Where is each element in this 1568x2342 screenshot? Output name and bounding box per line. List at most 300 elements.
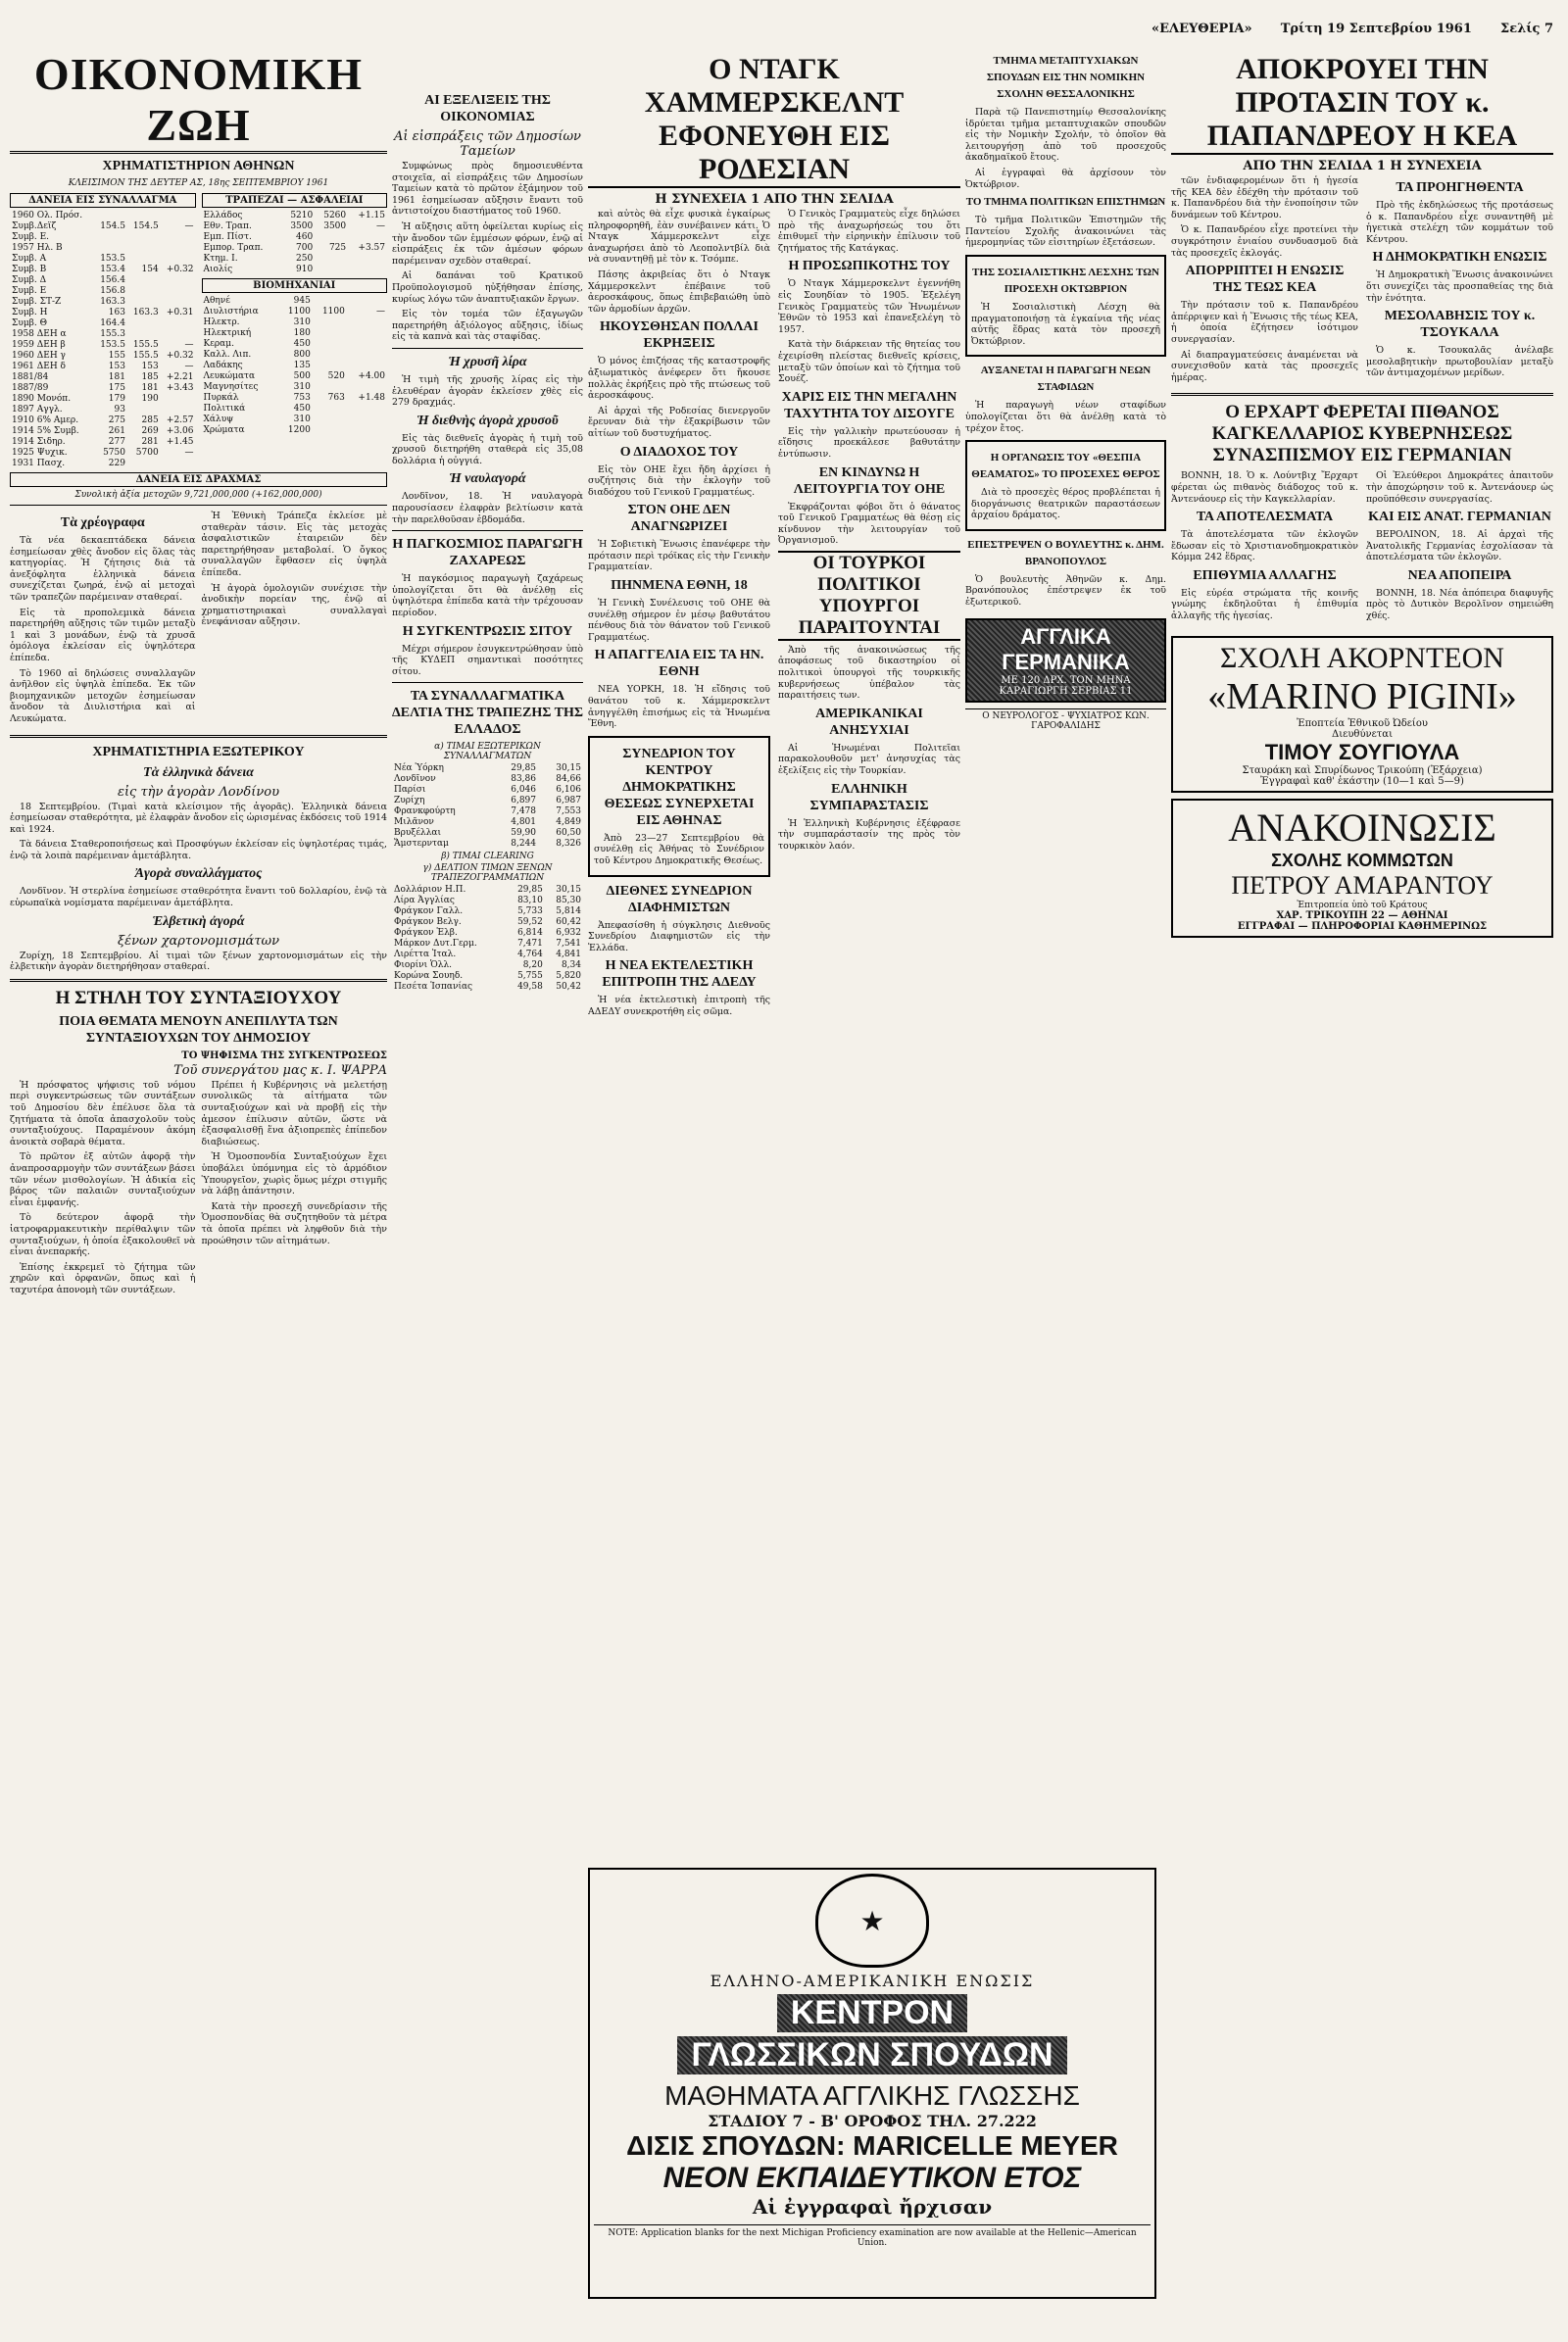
row-label: 1961 ΔΕΗ δ xyxy=(12,362,66,371)
row-value xyxy=(315,254,348,265)
row-label: Συμβ. Ε xyxy=(12,286,47,296)
row-value: +4.00 xyxy=(358,371,385,381)
greek-loans-title: Τὰ ἑλληνικὰ δάνεια xyxy=(143,764,254,780)
accordion-school-hours: Ἐγγραφαὶ καθ' ἑκάστην (10—1 καὶ 5—9) xyxy=(1260,775,1464,787)
row-value xyxy=(315,265,348,275)
subhead-successor: Ο ΔΙΑΔΟΧΟΣ ΤΟΥ xyxy=(619,444,739,460)
row-value xyxy=(161,243,196,254)
row-value xyxy=(315,232,348,243)
row-value: 5,755 xyxy=(517,971,543,982)
row-value: 5,820 xyxy=(556,971,581,982)
row-value: 156.4 xyxy=(100,275,125,285)
row-value: 945 xyxy=(293,296,311,306)
loan-row xyxy=(10,211,196,221)
banknote-row xyxy=(392,971,583,982)
notice-name: ΠΕΤΡΟΥ ΑΜΑΡΑΝΤΟΥ xyxy=(1231,870,1494,900)
row-value xyxy=(313,296,347,307)
row-label: Συμβ. Η xyxy=(12,308,48,317)
results-title: ΤΑ ΑΠΟΤΕΛΕΣΜΑΤΑ xyxy=(1196,510,1334,525)
loan-row xyxy=(10,362,196,372)
protests-title: ΔΙΕΘΝΕΣ ΣΥΝΕΔΡΙΟΝ ΔΙΑΦΗΜΙΣΤΩΝ xyxy=(606,883,753,915)
row-value: — xyxy=(184,340,194,350)
row-value: 1200 xyxy=(287,425,311,435)
row-label: Πολιτικά xyxy=(203,404,246,414)
row-label: Εμπ. Πίστ. xyxy=(203,232,252,242)
row-value: — xyxy=(184,221,194,231)
row-value: 155.3 xyxy=(100,329,125,339)
bank-row xyxy=(202,254,388,265)
paper-name: «ΕΛΕΥΘΕΡΙΑ» xyxy=(1152,22,1252,36)
row-value: +3.57 xyxy=(358,243,385,253)
row-label: Χρώματα xyxy=(203,425,245,435)
row-value: 500 xyxy=(293,371,311,381)
row-label: 1959 ΔΕΗ β xyxy=(12,340,66,350)
industry-row xyxy=(202,415,388,425)
row-label: Συμβ. Ε. xyxy=(12,232,50,242)
notice-line-2: ΧΑΡ. ΤΡΙΚΟΥΠΗ 22 — ΑΘΗΝΑΙ xyxy=(1276,909,1448,921)
row-label: Λευκώματα xyxy=(203,371,256,381)
loan-row xyxy=(10,351,196,362)
row-label: Ελλάδος xyxy=(203,211,243,220)
row-value xyxy=(161,405,196,415)
row-value: 6,987 xyxy=(556,796,581,806)
loan-row xyxy=(10,275,196,286)
total-value-line: Συνολικὴ ἀξία μετοχῶν 9,721,000,000 (+162,000,000) xyxy=(74,490,322,500)
short-news-column: ΤΜΗΜΑ ΜΕΤΑΠΤΥΧΙΑΚΩΝ ΣΠΟΥΔΩΝ ΕΙΣ ΤΗΝ ΝΟΜΙΚΗΝ ΣΧΟΛΗΝ ΘΕΣΣΑΛΟΝΙΚΗΣ Παρὰ τῷ Πανεπιστημίῳ Θεσσαλονίκης ἱδρύεται τμῆμα μεταπτυχιακῶν σπουδῶν εἰς τὴν Νομικὴν Σχολήν, τὸ ὁποῖον θὰ λειτουργήσῃ ἀπὸ τοῦ προσεχοῦς ἀκαδημαϊκοῦ ἔτους. Αἱ ἐγγραφαὶ θὰ ἀρχίσουν τὸν Ὀκτώβριον. ΤΟ ΤΜΗΜΑ ΠΟΛΙΤΙΚΩΝ ΕΠΙΣΤΗΜΩΝ Τὸ τμῆμα Πολιτικῶν Ἐπιστημῶν τῆς Παντείου Σχολῆς ἀνακοινώνει τὰς ἡμερομηνίας τῶν εἰσιτηρίων ἐξετάσεων. ΤΗΣ ΣΟΣΙΑΛΙΣΤΙΚΗΣ ΛΕΣΧΗΣ ΤΩΝ ΠΡΟΣΕΧΗ ΟΚΤΩΒΡΙΟΝ Ἡ Σοσιαλιστικὴ Λέσχη θὰ πραγματοποιήσῃ τὰ ἐγκαίνια τῆς νέας αὐτῆς ἕδρας κατὰ τὸν προσεχῆ Ὀκτώβριον. ΑΥΞΑΝΕΤΑΙ Η ΠΑΡΑΓΩΓΗ ΝΕΩΝ ΣΤΑΦΙΔΩΝ Ἡ παραγωγὴ νέων σταφίδων ὑπολογίζεται ὅτι θὰ ἀνέλθῃ κατὰ τὸ τρέχον ἔτος. Η ΟΡΓΑΝΩΣΙΣ ΤΟΥ «ΘΕΣΠΙΑ ΘΕΑΜΑΤΟΣ» ΤΟ ΠΡΟΣΕΧΕΣ ΘΕΡΟΣ Διὰ τὸ προσεχὲς θέρος προβλέπεται ἡ διοργάνωσις θεατρικῶν παραστάσεων ἀρχαίου δράματος. ΕΠΕΣΤΡΕΨΕΝ Ο ΒΟΥΛΕΥΤΗΣ κ. ΔΗΜ. ΒΡΑΝΟΠΟΥΛΟΣ Ὁ βουλευτὴς Ἀθηνῶν κ. Δημ. Βρανόπουλος ἐπέστρεψεν ἐκ τοῦ ἐξωτερικοῦ. ΑΓΓΛΙΚΑ ΓΕΡΜΑΝΙΚΑ ΜΕ 120 ΔΡΧ. ΤΟΝ ΜΗΝΑ ΚΑΡΑΓΙΩΡΓΗ ΣΕΡΒΙΑΣ 11 Ο ΝΕΥΡΟΛΟΓΟΣ - ΨΥΧΙΑΤΡΟΣ ΚΩΝ. ΓΑΡΟΦΑΛΙΔΗΣ xyxy=(965,55,1166,731)
row-value: 4,849 xyxy=(556,817,581,828)
banknote-row xyxy=(392,896,583,906)
issue-date: Τρίτη 19 Σεπτεβρίου 1961 xyxy=(1280,22,1472,36)
row-value xyxy=(348,254,387,265)
row-value xyxy=(94,211,127,221)
row-value xyxy=(313,382,347,393)
industry-row xyxy=(202,371,388,382)
new-attempt-title: ΝΕΑ ΑΠΟΠΕΙΡΑ xyxy=(1407,567,1512,583)
loan-row xyxy=(10,329,196,340)
fx-row xyxy=(392,839,583,850)
accordion-school-ad[interactable] xyxy=(1171,636,1553,793)
row-label: Εθν. Τραπ. xyxy=(203,221,252,231)
row-value: 93 xyxy=(114,405,125,415)
market-subtitle: ΚΛΕΙΣΙΜΟΝ ΤΗΣ ΔΕΥΤΕΡ ΑΣ, 18ης ΣΕΠΤΕΜΒΡΙΟΥ 1961 xyxy=(68,178,329,188)
economy-developments-column: ΑΙ ΕΞΕΛΙΞΕΙΣ ΤΗΣ ΟΙΚΟΝΟΜΙΑΣ Αἱ εἰσπράξεις τῶν Δημοσίων Ταμείων Συμφώνως πρὸς δημοσιευθέντα στοιχεῖα, αἱ εἰσπράξεις τῶν Δημοσίων Ταμείων κατὰ τὸ πρῶτον ἑξάμηνον τοῦ 1961 ἐσημείωσαν αὔξησιν ἔναντι τοῦ ἀντιστοίχου διαστήματος τοῦ 1960. Ἡ αὔξησις αὕτη ὀφείλεται κυρίως εἰς τὴν ἄνοδον τῶν ἐμμέσων φόρων, ἐνῷ αἱ εἰσπράξεις ἐκ τῶν ἀμέσων φόρων παρέμειναν σχεδὸν σταθεραί. Αἱ δαπάναι τοῦ Κρατικοῦ Προϋπολογισμοῦ ηὐξήθησαν ἐπίσης, κυρίως λόγω τῶν ἀναπτυξιακῶν ἔργων. Εἰς τὸν τομέα τῶν ἐξαγωγῶν παρετηρήθη ἀξιόλογος αὔξησις, ἰδίως εἰς τὰ καπνὰ καὶ τὰς σταφίδας. Ἡ χρυσῆ λίρα Ἡ τιμὴ τῆς χρυσῆς λίρας εἰς τὴν ἐλευθέραν ἀγορὰν ἐκλείσεν χθὲς εἰς 279 δραχμάς. Ἡ διεθνὴς ἀγορὰ χρυσοῦ Εἰς τὰς διεθνεῖς ἀγορὰς ἡ τιμὴ τοῦ χρυσοῦ διετηρήθη σταθερὰ εἰς 35,08 δολλάρια ἡ οὐγγιά. Ἡ ναυλαγορά Λονδῖνον, 18. Ἡ ναυλαγορὰ παρουσίασεν ἐλαφρὰν βελτίωσιν κατὰ τὴν παρελθοῦσαν ἑβδομάδα. Η ΠΑΓΚΟΣΜΙΟΣ ΠΑΡΑΓΩΓΗ ΖΑΧΑΡΕΩΣ Ἡ παγκόσμιος παραγωγὴ ζαχάρεως ὑπολογίζεται ὅτι θὰ ἀνέλθῃ εἰς ὑψηλότερα ἐπίπεδα κατὰ τὴν τρέχουσαν περίοδον. Η ΣΥΓΚΕΝΤΡΩΣΙΣ ΣΙΤΟΥ Μέχρι σήμερον ἐσυγκεντρώθησαν ὑπὸ τῆς ΚΥΔΕΠ σημαντικαὶ ποσότητες σίτου. ΤΑ ΣΥΝΑΛΛΑΓΜΑΤΙΚΑ ΔΕΛΤΙΑ ΤΗΣ ΤΡΑΠΕΖΗΣ ΤΗΣ ΕΛΛΑΔΟΣ α) ΤΙΜΑΙ ΕΞΩΤΕΡΙΚΩΝ ΣΥΝΑΛΛΑΓΜΑΤΩΝ Νέα Ὑόρκη 29,85 30,15 Λονδῖνον 83,86 84,66 Παρίσι 6,046 6,106 Ζυρίχη 6,897 6,987 Φρανκφούρτη 7,478 7,553 Μιλᾶνον 4,801 4,849 Βρυξέλλαι 59,90 60,50 Ἄμστερνταμ 8,244 8,326 β) ΤΙΜΑΙ CLEARING γ) ΔΕΛΤΙΟΝ ΤΙΜΩΝ ΞΕΝΩΝ ΤΡΑΠΕΖΟΓΡΑΜΜΑΤΙΩΝ Δολλάριον Η.Π. 29,85 30,15 Λίρα Ἀγγλίας 83,10 85,30 Φράγκον Γαλλ. 5,733 5,814 Φράγκον Βελγ. 59,52 60,42 Φράγκον Ἑλβ. 6,814 6,932 Μάρκον Δυτ.Γερμ. 7,471 7,541 Λιρέττα Ἰταλ. 4,764 4,841 Φιορίνι Ὁλλ. 8,20 8,34 Κορώνα Σουηδ. 5,755 5,820 Πεσέτα Ἱσπανίας 49,58 50,42 xyxy=(392,93,583,993)
continued-label: ΑΠΟ ΤΗΝ ΣΕΛΙΔΑ 1 Η ΣΥΝΕΧΕΙΑ xyxy=(1243,159,1482,173)
change-title: ΕΠΙΘΥΜΙΑ ΑΛΛΑΓΗΣ xyxy=(1193,567,1337,583)
row-label: Κορώνα Σουηδ. xyxy=(394,971,464,982)
row-value: 155.5 xyxy=(132,340,159,350)
row-label: Εμπορ. Τραπ. xyxy=(203,243,264,253)
rejects-title: ΑΠΟΡΡΙΠΤΕΙ Η ΕΝΩΣΙΣ ΤΗΣ ΤΕΩΣ ΚΕΑ xyxy=(1185,264,1345,296)
row-label: Συμβ.Δεϊζ xyxy=(12,221,57,231)
row-value: 6,106 xyxy=(556,785,581,796)
socialist-club-box: ΤΗΣ ΣΟΣΙΑΛΙΣΤΙΚΗΣ ΛΕΣΧΗΣ ΤΩΝ ΠΡΟΣΕΧΗ ΟΚΤΩΒΡΙΟΝ Ἡ Σοσιαλιστικὴ Λέσχη θὰ πραγματοποιήσῃ τὰ ἐγκαίνια τῆς νέας αὐτῆς ἕδρας κατὰ τὸν προσεχῆ Ὀκτώβριον. xyxy=(965,255,1166,357)
row-value: 450 xyxy=(293,404,311,414)
subhead-un: ΣΤΟΝ ΟΗΕ ΔΕΝ ΑΝΑΓΝΩΡΙΖΕΙ xyxy=(627,503,731,535)
row-value: 261 xyxy=(108,426,125,436)
subhead-un-nations: ΠΗΝΜΕΝΑ ΕΘΝΗ, 18 xyxy=(611,578,748,594)
market-title: ΧΡΗΜΑΤΙΣΤΗΡΙΟΝ ΑΘΗΝΩΝ xyxy=(102,159,295,173)
london-title: εἰς τὴν ἀγορὰν Λονδίνου xyxy=(117,784,279,800)
loan-row xyxy=(10,340,196,351)
industry-row xyxy=(202,404,388,415)
industry-row xyxy=(202,393,388,404)
row-value: 8,34 xyxy=(561,960,581,971)
notes-header: γ) ΔΕΛΤΙΟΝ ΤΙΜΩΝ ΞΕΝΩΝ ΤΡΑΠΕΖΟΓΡΑΜΜΑΤΙΩΝ xyxy=(422,863,553,884)
loan-row xyxy=(10,286,196,297)
row-value: 163.3 xyxy=(100,297,125,307)
notice-title: ΑΝΑΚΟΙΝΩΣΙΣ xyxy=(1228,805,1496,850)
row-value: 7,541 xyxy=(556,939,581,950)
accordion-school-address: Σταυράκη καὶ Σπυρίδωνος Τρικούπη (Ἐξάρχεια) xyxy=(1242,764,1483,776)
industry-table xyxy=(202,296,388,436)
row-value: 5750 xyxy=(103,448,125,458)
row-value: +0.32 xyxy=(166,265,194,274)
row-value: +0.32 xyxy=(166,351,194,361)
row-value: +3.43 xyxy=(166,383,194,393)
ad-kentron: ΚΕΝΤΡΟΝ xyxy=(777,1994,967,2032)
bank-row xyxy=(202,265,388,275)
newspaper-page xyxy=(10,10,1558,2307)
subhead-danger: ΕΝ ΚΙΝΔΥΝΩ Η ΛΕΙΤΟΥΡΓΙΑ ΤΟΥ ΟΗΕ xyxy=(793,464,946,497)
row-value: 153 xyxy=(108,362,125,371)
politics-column: ΑΠΟΚΡΟΥΕΙ ΤΗΝ ΠΡΟΤΑΣΙΝ ΤΟΥ κ. ΠΑΠΑΝΔΡΕΟΥ Η ΚΕΑ ΑΠΟ ΤΗΝ ΣΕΛΙΔΑ 1 Η ΣΥΝΕΧΕΙΑ τῶν ἐνδιαφερομένων ὅτι ἡ ἡγεσία τῆς ΚΕΑ δὲν ἐδέχθη τὴν πρότασιν τοῦ κ. Παπανδρέου διὰ τὴν ἑνοποίησιν τῶν δυνάμεων τοῦ Κέντρου. Ὁ κ. Παπανδρέου εἶχε προτείνει τὴν συγκρότησιν ἑνιαίου συνδυασμοῦ διὰ τὰς προσεχεῖς ἐκλογάς. ΑΠΟΡΡΙΠΤΕΙ Η ΕΝΩΣΙΣ ΤΗΣ ΤΕΩΣ ΚΕΑ Τὴν πρότασιν τοῦ κ. Παπανδρέου ἀπέρριψεν καὶ ἡ Ἕνωσις τῆς τέως ΚΕΑ, ἡ ὁποία ἐζήτησεν ἰσότιμον συνεργασίαν. Αἱ διαπραγματεύσεις ἀναμένεται νὰ συνεχισθοῦν κατὰ τὰς προσεχεῖς ἡμέρας. ΤΑ ΠΡΟΗΓΗΘΕΝΤΑ Πρὸ τῆς ἐκδηλώσεως τῆς προτάσεως ὁ κ. Παπανδρέου εἶχε συναντηθῆ μὲ ἡγετικὰ στελέχη τῶν κομμάτων τοῦ Κέντρου. Η ΔΗΜΟΚΡΑΤΙΚΗ ΕΝΩΣΙΣ Ἡ Δημοκρατικὴ Ἕνωσις ἀνακοινώνει ὅτι συνεχίζει τὰς προσπαθείας της διὰ τὴν ἑνότητα. ΜΕΣΟΛΑΒΗΣΙΣ ΤΟΥ κ. ΤΣΟΥΚΑΛΑ Ὁ κ. Τσουκαλᾶς ἀνέλαβε μεσολαβητικὴν πρωτοβουλίαν μεταξὺ τῶν ἀντιμαχομένων μερίδων. Ο ΕΡΧΑΡΤ ΦΕΡΕΤΑΙ ΠΙΘΑΝΟΣ ΚΑΓΚΕΛΛΑΡΙΟΣ ΚΥΒΕΡΝΗΣΕΩΣ ΣΥΝΑΣΠΙΣΜΟΥ ΕΙΣ ΓΕΡΜΑΝΙΑΝ ΒΟΝΝΗ, 18. Ὁ κ. Λούντβιχ Ἔρχαρτ φέρεται ὡς πιθανὸς διάδοχος τοῦ κ. Ἀντενάουερ εἰς τὴν Καγκελλαρίαν. ΤΑ ΑΠΟΤΕΛΕΣΜΑΤΑ Τὰ ἀποτελέσματα τῶν ἐκλογῶν ἔδωσαν εἰς τὸ Χριστιανοδημοκρατικὸν Κόμμα 242 ἕδρας. ΕΠΙΘΥΜΙΑ ΑΛΛΑΓΗΣ Εἰς εὐρέα στρώματα τῆς κοινῆς γνώμης ἐκδηλοῦται ἡ ἐπιθυμία ἀλλαγῆς τῆς ἡγεσίας. Οἱ Ἐλεύθεροι Δημοκράτες ἀπαιτοῦν τὴν ἀποχώρησιν τοῦ κ. Ἀντενάουερ ὡς προϋπόθεσιν συνεργασίας. ΚΑΙ ΕΙΣ ΑΝΑΤ. ΓΕΡΜΑΝΙΑΝ ΒΕΡΟΛΙΝΟΝ, 18. Αἱ ἀρχαὶ τῆς Ἀνατολικῆς Γερμανίας ἐσχολίασαν τὰ ἀποτελέσματα τῶν ἐκλογῶν. ΝΕΑ ΑΠΟΠΕΙΡΑ ΒΟΝΝΗ, 18. Νέα ἀπόπειρα διαφυγῆς πρὸς τὸ Δυτικὸν Βερολῖνον σημειώθη χθές. ΣΧΟΛΗ ΑΚΟΡΝΤΕΟΝ «MARINO PIGINI» Ἐποπτεία Ἐθνικοῦ Ὠδείου Διευθύνεται ΤΙΜΟΥ ΣΟΥΓΙΟΥΛΑ Σταυράκη καὶ Σπυρίδωνος Τρικούπη (Ἐξάρχεια) Ἐγγραφαὶ καθ' ἑκάστην (10—1 καὶ 5—9) ΑΝΑΚΟΙΝΩΣΙΣ ΣΧΟΛΗΣ ΚΟΜΜΩΤΩΝ ΠΕΤΡΟΥ ΑΜΑΡΑΝΤΟΥ Ἐπιτροπεία ὑπὸ τοῦ Κράτους ΧΑΡ. ΤΡΙΚΟΥΠΗ 22 — ΑΘΗΝΑΙ ΕΓΓΡΑΦΑΙ — ΠΛΗΡΟΦΟΡΙΑΙ ΚΑΘΗΜΕΡΙΝΩΣ xyxy=(1171,49,1553,2303)
row-value xyxy=(313,317,347,328)
row-value: 85,30 xyxy=(556,896,581,906)
row-value: 285 xyxy=(141,415,159,425)
row-value xyxy=(347,339,387,350)
row-value: 450 xyxy=(293,339,311,349)
row-label: Φράγκον Βελγ. xyxy=(394,917,462,928)
grain-title: Η ΣΥΓΚΕΝΤΡΩΣΙΣ ΣΙΤΟΥ xyxy=(402,623,573,639)
subhead-announcement: Η ΑΠΑΓΓΕΛΙΑ ΕΙΣ ΤΑ ΗΝ. ΕΘΝΗ xyxy=(594,648,764,680)
masthead xyxy=(1152,22,1553,36)
industry-row xyxy=(202,339,388,350)
conference-title: ΣΥΝΕΔΡΙΟΝ ΤΟΥ ΚΕΝΤΡΟΥ ΔΗΜΟΚΡΑΤΙΚΗΣ ΘΕΣΕΩΣ ΣΥΝΕΡΧΕΤΑΙ ΕΙΣ ΑΘΗΝΑΣ xyxy=(604,746,755,828)
loan-row xyxy=(10,221,196,232)
row-value: 181 xyxy=(108,372,125,382)
deputy-title: ΕΠΕΣΤΡΕΨΕΝ Ο ΒΟΥΛΕΥΤΗΣ κ. ΔΗΜ. ΒΡΑΝΟΠΟΥΛΟΣ xyxy=(967,538,1164,567)
byline: Τοῦ συνεργάτου μας κ. Ι. ΨΑΡΡΑ xyxy=(173,1062,387,1078)
subhead-personality: Η ΠΡΟΣΩΠΙΚΟΤΗΣ ΤΟΥ xyxy=(788,259,951,274)
industry-row xyxy=(202,425,388,436)
row-value: 8,244 xyxy=(511,839,536,850)
row-value: 277 xyxy=(108,437,125,447)
fx-bulletin-title: ΤΑ ΣΥΝΑΛΛΑΓΜΑΤΙΚΑ ΔΕΛΤΙΑ ΤΗΣ ΤΡΑΠΕΖΗΣ ΤΗΣ ΕΛΛΑΔΟΣ xyxy=(392,689,583,738)
row-label: Μαγνησίτες xyxy=(203,382,259,392)
row-value: +1.15 xyxy=(358,211,385,220)
row-value xyxy=(127,243,161,254)
row-label: 1897 Αγγλ. xyxy=(12,405,63,415)
adea-title: Η ΝΕΑ ΕΚΤΕΛΕΣΤΙΚΗ ΕΠΙΤΡΟΠΗ ΤΗΣ ΑΔΕΔΥ xyxy=(602,958,757,991)
row-value: 269 xyxy=(141,426,159,436)
doctor-notice: Ο ΝΕΥΡΟΛΟΓΟΣ - ΨΥΧΙΑΤΡΟΣ ΚΩΝ. ΓΑΡΟΦΑΛΙΔΗΣ xyxy=(965,708,1166,731)
loan-row xyxy=(10,308,196,318)
loan-row xyxy=(10,437,196,448)
fx-row xyxy=(392,785,583,796)
row-value xyxy=(161,232,196,243)
industry-row xyxy=(202,307,388,317)
subhead-explosions: ΗΚΟΥΣΘΗΣΑΝ ΠΟΛΛΑΙ ΕΚΡΗΞΕΙΣ xyxy=(599,319,759,352)
row-value: 175 xyxy=(108,383,125,393)
industry-row xyxy=(202,382,388,393)
row-value: 60,42 xyxy=(556,917,581,928)
row-label: Συμβ. Θ xyxy=(12,318,47,328)
row-value xyxy=(161,275,196,286)
language-center-ad[interactable] xyxy=(588,1868,1156,2299)
row-value: 163.3 xyxy=(132,308,159,317)
row-label: Λαδάκης xyxy=(203,361,243,370)
bank-row xyxy=(202,232,388,243)
erhard-headline: Ο ΕΡΧΑΡΤ ΦΕΡΕΤΑΙ ΠΙΘΑΝΟΣ ΚΑΓΚΕΛΛΑΡΙΟΣ ΚΥΒΕΡΝΗΣΕΩΣ ΣΥΝΑΣΠΙΣΜΟΥ ΕΙΣ ΓΕΡΜΑΝΙΑΝ xyxy=(1211,402,1513,466)
row-value: 49,58 xyxy=(517,982,543,993)
notice-line-1: Ἐπιτροπεία ὑπὸ τοῦ Κράτους xyxy=(1297,900,1428,910)
english-german-ad[interactable] xyxy=(965,618,1166,703)
row-value: +1.45 xyxy=(166,437,194,447)
industry-row xyxy=(202,328,388,339)
row-label: Παρίσι xyxy=(394,785,426,796)
row-value: 154.5 xyxy=(100,221,125,231)
row-value xyxy=(161,318,196,329)
row-label: Φιορίνι Ὁλλ. xyxy=(394,960,453,971)
hairdressing-notice-ad[interactable] xyxy=(1171,799,1553,938)
row-value: 310 xyxy=(293,415,311,424)
row-value xyxy=(347,425,387,436)
freight-title: Ἡ ναυλαγορά xyxy=(449,471,526,487)
row-label: Κεραμ. xyxy=(203,339,234,349)
row-label: 1914 5% Συμβ. xyxy=(12,426,79,436)
notice-line-3: ΕΓΓΡΑΦΑΙ — ΠΛΗΡΟΦΟΡΙΑΙ ΚΑΘΗΜΕΡΙΝΩΣ xyxy=(1237,920,1488,932)
row-value: 5,814 xyxy=(556,906,581,917)
row-label: Μιλᾶνον xyxy=(394,817,434,828)
row-value: 135 xyxy=(293,361,311,370)
ad-languages: ΑΓΓΛΙΚΑ ΓΕΡΜΑΝΙΚΑ xyxy=(1002,623,1130,674)
row-value xyxy=(347,415,387,425)
bank-row xyxy=(202,221,388,232)
row-value xyxy=(313,361,347,371)
row-label: Συμβ. Β xyxy=(12,265,47,274)
row-label: Πεσέτα Ἱσπανίας xyxy=(394,982,473,993)
row-value: 910 xyxy=(296,265,314,274)
row-value xyxy=(161,286,196,297)
row-value: 30,15 xyxy=(556,763,581,774)
row-value: 185 xyxy=(141,372,159,382)
row-value xyxy=(127,211,161,221)
mediation-title: ΜΕΣΟΛΑΒΗΣΙΣ ΤΟΥ κ. ΤΣΟΥΚΑΛΑ xyxy=(1384,309,1536,341)
ad-organization: ΕΛΛΗΝΟ-ΑΜΕΡΙΚΑΝΙΚΗ ΕΝΩΣΙΣ xyxy=(710,1972,1035,1990)
row-value xyxy=(94,243,127,254)
row-label: 1881/84 xyxy=(12,372,49,382)
row-value: — xyxy=(184,362,194,371)
loan-row xyxy=(10,372,196,383)
exterior-markets-title: ΧΡΗΜΑΤΙΣΤΗΡΙΑ ΕΞΩΤΕΡΙΚΟΥ xyxy=(92,744,305,759)
row-value: 700 xyxy=(296,243,314,253)
row-label: Φρανκφούρτη xyxy=(394,806,456,817)
row-label: Λιρέττα Ἰταλ. xyxy=(394,950,457,960)
industry-row xyxy=(202,350,388,361)
row-value xyxy=(127,405,161,415)
accordion-school-directed-label: Διευθύνεται xyxy=(1332,728,1393,740)
row-label: 1910 6% Αμερ. xyxy=(12,415,79,425)
loan-row xyxy=(10,243,196,254)
row-value: 520 xyxy=(327,371,345,381)
banknote-row xyxy=(392,982,583,993)
east-germany-title: ΚΑΙ ΕΙΣ ΑΝΑΤ. ΓΕΡΜΑΝΙΑΝ xyxy=(1368,510,1551,525)
row-value: 84,66 xyxy=(556,774,581,785)
body-text: Τὰ νέα δεκαεπτάδεκα δάνεια ἐσημείωσαν χθὲς ἄνοδον εἰς ὅλας τὰς κατηγορίας. Ἡ ζήτησις διὰ τὰ ἀνεξόφλητα ἑλληνικὰ δάνεια συνεχίζεται ζωηρά, ἐνῷ αἱ μετοχαὶ τῶν τραπεζῶν παρέμειναν σταθεραί. xyxy=(10,535,196,603)
clearing-header: β) ΤΙΜΑΙ CLEARING xyxy=(441,852,534,862)
loan-row xyxy=(10,405,196,415)
row-value: 153.5 xyxy=(100,254,125,264)
row-value xyxy=(313,404,347,415)
banknote-row xyxy=(392,939,583,950)
loan-row xyxy=(10,459,196,469)
row-value xyxy=(161,394,196,405)
sugar-title: Η ΠΑΓΚΟΣΜΙΟΣ ΠΑΡΑΓΩΓΗ ΖΑΧΑΡΕΩΣ xyxy=(392,537,583,569)
row-value: +1.48 xyxy=(358,393,385,403)
ad-note: NOTE: Application blanks for the next Michigan Proficiency examination are now available at the Hellenic—American Union. xyxy=(594,2224,1151,2248)
row-value xyxy=(161,329,196,340)
row-value: 7,471 xyxy=(517,939,543,950)
accordion-school-title: ΣΧΟΛΗ ΑΚΟΡΝΤΕΟΝ xyxy=(1220,641,1504,674)
row-label: 1890 Μονόπ. xyxy=(12,394,72,404)
row-value: 156.8 xyxy=(100,286,125,296)
row-value xyxy=(161,297,196,308)
developments-subtitle: Αἱ εἰσπράξεις τῶν Δημοσίων Ταμείων xyxy=(394,129,581,159)
bank-row xyxy=(202,243,388,254)
loan-row xyxy=(10,426,196,437)
row-value: 5260 xyxy=(323,211,347,220)
row-label: 1958 ΔΕΗ α xyxy=(12,329,67,339)
row-value xyxy=(347,296,387,307)
row-value: 8,20 xyxy=(522,960,543,971)
row-value: 163 xyxy=(108,308,125,317)
row-label: Ηλεκτρική xyxy=(203,328,252,338)
pensioner-subtitle: ΤΟ ΨΗΦΙΣΜΑ ΤΗΣ ΣΥΓΚΕΝΤΡΩΣΕΩΣ xyxy=(181,1049,387,1061)
row-label: Κτημ. Ι. xyxy=(203,254,238,264)
row-value xyxy=(347,361,387,371)
row-value: 155.5 xyxy=(132,351,159,361)
accordion-school-name: «MARINO PIGINI» xyxy=(1207,675,1517,717)
row-label: Αθηνέ xyxy=(203,296,230,306)
theater-title: Η ΟΡΓΑΝΩΣΙΣ ΤΟΥ «ΘΕΣΠΙΑ ΘΕΑΜΑΤΟΣ» ΤΟ ΠΡΟΣΕΧΕΣ ΘΕΡΟΣ xyxy=(971,452,1160,481)
row-value: 153.4 xyxy=(100,265,125,274)
row-label: Συμβ. Δ xyxy=(12,275,47,285)
loans-header: ΔΑΝΕΙΑ ΕΙΣ ΣΥΝΑΛΛΑΓΜΑ xyxy=(10,193,196,208)
row-value xyxy=(313,415,347,425)
solidarity-title: ΕΛΛΗΝΙΚΗ ΣΥΜΠΑΡΑΣΤΑΣΙΣ xyxy=(809,781,929,813)
row-value: 763 xyxy=(327,393,345,403)
row-value xyxy=(347,317,387,328)
row-value: 6,046 xyxy=(511,785,536,796)
row-label: Φράγκον Ἑλβ. xyxy=(394,928,458,939)
fx-row xyxy=(392,774,583,785)
row-value: 7,553 xyxy=(556,806,581,817)
ad-school-year: ΝΕΟΝ ΕΚΠΑΙΔΕΥΤΙΚΟΝ ΕΤΟΣ xyxy=(662,2162,1082,2194)
subhead-speed: ΧΑΡΙΣ ΕΙΣ ΤΗΝ ΜΕΓΑΛΗΝ ΤΑΧΥΤΗΤΑ ΤΟΥ ΔΙΣΟΥΓΕ xyxy=(781,389,957,421)
socialist-club-title: ΤΗΣ ΣΟΣΙΑΛΙΣΤΙΚΗΣ ΛΕΣΧΗΣ ΤΩΝ ΠΡΟΣΕΧΗ ΟΚΤΩΒΡΙΟΝ xyxy=(972,266,1159,295)
loan-row xyxy=(10,394,196,405)
row-value xyxy=(127,232,161,243)
row-value: — xyxy=(184,448,194,458)
row-value: 153.5 xyxy=(100,340,125,350)
row-value: — xyxy=(376,221,385,231)
fx-table xyxy=(392,763,583,850)
industry-header: ΒΙΟΜΗΧΑΝΙΑΙ xyxy=(202,278,388,293)
ad-address: ΚΑΡΑΓΙΩΡΓΗ ΣΕΡΒΙΑΣ 11 xyxy=(999,685,1133,697)
ad-enrolment: Αἱ ἐγγραφαὶ ἤρχισαν xyxy=(752,2195,993,2219)
row-value: 181 xyxy=(141,383,159,393)
loan-row xyxy=(10,265,196,275)
row-value: 6,897 xyxy=(511,796,536,806)
row-value: 310 xyxy=(293,317,311,327)
postgraduate-title: ΤΜΗΜΑ ΜΕΤΑΠΤΥΧΙΑΚΩΝ ΣΠΟΥΔΩΝ ΕΙΣ ΤΗΝ ΝΟΜΙΚΗΝ ΣΧΟΛΗΝ ΘΕΣΣΑΛΟΝΙΚΗΣ xyxy=(986,55,1146,100)
ad-price: ΜΕ 120 ΔΡΧ. ΤΟΝ ΜΗΝΑ xyxy=(1001,674,1131,686)
fx-row xyxy=(392,828,583,839)
loan-row xyxy=(10,415,196,426)
banks-table xyxy=(202,211,388,275)
pensioner-headline: ΠΟΙΑ ΘΕΜΑΤΑ ΜΕΝΟΥΝ ΑΝΕΠΙΛΥΤΑ ΤΩΝ ΣΥΝΤΑΞΙΟΥΧΩΝ ΤΟΥ ΔΗΜΟΣΙΟΥ xyxy=(59,1013,338,1046)
row-value xyxy=(127,297,161,308)
loan-row xyxy=(10,383,196,394)
notes-table xyxy=(392,885,583,993)
row-value: 155 xyxy=(108,351,125,361)
pensioner-column-title: Η ΣΤΗΛΗ ΤΟΥ ΣΥΝΤΑΞΙΟΥΧΟΥ xyxy=(55,987,342,1008)
developments-title: ΑΙ ΕΞΕΛΙΞΕΙΣ ΤΗΣ ΟΙΚΟΝΟΜΙΑΣ xyxy=(424,93,551,124)
ad-glossikon: ΓΛΩΣΣΙΚΩΝ ΣΠΟΥΔΩΝ xyxy=(677,2036,1066,2074)
row-value: — xyxy=(376,307,385,317)
row-label: 1957 Ηλ. Β xyxy=(12,243,63,253)
row-value: 1100 xyxy=(321,307,345,317)
row-value: 190 xyxy=(141,394,159,404)
row-value: 179 xyxy=(108,394,125,404)
banknote-row xyxy=(392,885,583,896)
industry-row xyxy=(202,361,388,371)
american-title: ΑΜΕΡΙΚΑΝΙΚΑΙ ΑΝΗΣΥΧΙΑΙ xyxy=(815,706,923,738)
page-number: Σελίς 7 xyxy=(1500,22,1553,36)
row-value: 153 xyxy=(141,362,159,371)
economy-column: ΟΙΚΟΝΟΜΙΚΗ ΖΩΗ ΧΡΗΜΑΤΙΣΤΗΡΙΟΝ ΑΘΗΝΩΝ ΚΛΕΙΣΙΜΟΝ ΤΗΣ ΔΕΥΤΕΡ ΑΣ, 18ης ΣΕΠΤΕΜΒΡΙΟΥ 1961 ΔΑΝΕΙΑ ΕΙΣ ΣΥΝΑΛΛΑΓΜΑ 1960 Ολ. Πρόσ. Συμβ.Δεϊζ 154.5 154.5 — Συμβ. Ε. 1957 Ηλ. Β Συμβ. Α 153.5 Συμβ. Β 153.4 154 +0.32 Συμβ. Δ 156.4 Συμβ. Ε 156.8 Συμβ. ΣΤ-Ζ 163.3 Συμβ. Η 163 163.3 +0.31 Συμβ. Θ 164.4 1958 ΔΕΗ α 155.3 1959 ΔΕΗ β 153.5 155.5 — 1960 ΔΕΗ γ 155 155.5 +0.32 1961 ΔΕΗ δ 153 153 — 1881/84 181 185 +2.21 1887/89 175 181 +3.43 1890 Μονόπ. 179 190 1897 Αγγλ. 93 1910 6% Αμερ. 275 285 +2.57 1914 5% Συμβ. 261 269 +3.06 1914 Σιδηρ. 277 281 +1.45 1925 Ψυχικ. 5750 5700 — 1931 Πασχ. 229 ΤΡΑΠΕΖΑΙ — ΑΣΦΑΛΕΙΑΙ Ελλάδος 5210 5260 +1.15 Εθν. Τραπ. 3500 3500 — Εμπ. Πίστ. 460 Εμπορ. Τραπ. 700 725 +3.57 Κτημ. Ι. 250 Αιολίς 910 ΒΙΟΜΗΧΑΝΙΑΙ Αθηνέ 945 Διυλιστήρια 1100 1100 — Ηλεκτρ. 310 Ηλεκτρική 180 Κεραμ. 450 Καλλ. Λιπ. 800 Λαδάκης 135 Λευκώματα 500 520 +4.00 Μαγνησίτες 310 Πυρκάλ 753 763 +1.48 Πολιτικά 450 Χάλυψ 310 Χρώματα 1200 ΔΑΝΕΙΑ ΕΙΣ ΔΡΑΧΜΑΣ Συνολικὴ ἀξία μετοχῶν 9,721,000,000 (+162,000,000) Τὰ χρέογραφα Τὰ νέα δεκαεπτάδεκα δάνεια ἐσημείωσαν χθὲς ἄνοδον εἰς ὅλας τὰς κατηγορίας. Ἡ ζήτησις διὰ τὰ ἀνεξόφλητα ἑλληνικὰ δάνεια συνεχίζεται ζωηρά, ἐνῷ αἱ μετοχαὶ τῶν τραπεζῶν παρέμειναν σταθεραί. Εἰς τὰ προπολεμικὰ δάνεια παρετηρήθη αὔξησις τῶν τιμῶν μεταξὺ 1 καὶ 3 μονάδων, ἐνῷ τὰ χρυσᾶ ὁμόλογα ἐκλείσαν εἰς ὑψηλότερα ἐπίπεδα. Τὸ 1960 αἱ δηλώσεις συναλλαγῶν ἀνῆλθον εἰς ὑψηλὰ ἐπίπεδα. Ἐκ τῶν βιομηχανικῶν μετοχῶν ἐσημείωσαν ἄνοδον τὰ Διυλιστήρια καὶ αἱ Λευκώματα. Ἡ Ἐθνικὴ Τράπεζα ἐκλείσε μὲ σταθερὰν τάσιν. Εἰς τὰς μετοχὰς ἀσφαλιστικῶν ἑταιρειῶν δὲν παρετηρήθησαν μεταβολαί. Ὁ ὄγκος συναλλαγῶν ἔφθασεν εἰς ὑψηλὰ ἐπίπεδα. Ἡ ἀγορὰ ὀμολογιῶν συνέχισε τὴν ἀνοδικὴν πορείαν της, ἐνῷ αἱ χρηματιστηριακαὶ συναλλαγαὶ ἐνεφάνισαν αὔξησιν. ΧΡΗΜΑΤΙΣΤΗΡΙΑ ΕΞΩΤΕΡΙΚΟΥ Τὰ ἑλληνικὰ δάνεια εἰς τὴν ἀγορὰν Λονδίνου 18 Σεπτεμβρίου. (Τιμαὶ κατὰ κλείσιμον τῆς ἀγορᾶς). Ἑλληνικὰ δάνεια ἐσημείωσαν σταθερότητα, μὲ ἐλαφρὰν ἄνοδον εἰς ὡρισμένας ἐκδόσεις τοῦ 1914 καὶ 1924. Τὰ δάνεια Σταθεροποιήσεως καὶ Προσφύγων ἐκλείσαν εἰς ὑψηλοτέρας τιμάς, ἐνῷ τὰ λοιπὰ παρέμειναν ἀμετάβλητα. Ἀγορὰ συναλλάγματος Λονδῖνον. Ἡ στερλίνα ἐσημείωσε σταθερότητα ἔναντι τοῦ δολλαρίου, ἐνῷ τὰ εὐρωπαϊκὰ νομίσματα παρέμειναν ἀμετάβλητα. Ἑλβετικὴ ἀγορά ξένων χαρτονομισμάτων Ζυρίχη, 18 Σεπτεμβρίου. Αἱ τιμαὶ τῶν ξένων χαρτονομισμάτων εἰς τὴν ἑλβετικὴν ἀγορὰν διετηρήθησαν σταθεραί. Η ΣΤΗΛΗ ΤΟΥ ΣΥΝΤΑΞΙΟΥΧΟΥ ΠΟΙΑ ΘΕΜΑΤΑ ΜΕΝΟΥΝ ΑΝΕΠΙΛΥΤΑ ΤΩΝ ΣΥΝΤΑΞΙΟΥΧΩΝ ΤΟΥ ΔΗΜΟΣΙΟΥ ΤΟ ΨΗΦΙΣΜΑ ΤΗΣ ΣΥΓΚΕΝΤΡΩΣΕΩΣ Τοῦ συνεργάτου μας κ. Ι. ΨΑΡΡΑ Ἡ πρόσφατος ψήφισις τοῦ νόμου περὶ συγκεντρώσεως τῶν συντάξεων τοῦ Δημοσίου δὲν ἐπέλυσε ὅλα τὰ ζητήματα τὰ ὁποῖα ἀπασχολοῦν τοὺς συνταξιούχους. Παραμένουν ἀκόμη ἀνοικτὰ σοβαρὰ θέματα. Τὸ πρῶτον ἐξ αὐτῶν ἀφορᾷ τὴν ἀναπροσαρμογὴν τῶν συντάξεων βάσει τῶν νέων μισθολογίων. Ἡ ἀδικία εἰς βάρος τῶν παλαιῶν συνταξιούχων εἶναι ἐμφανής. Τὸ δεύτερον ἀφορᾷ τὴν ἰατροφαρμακευτικὴν περίθαλψιν τῶν συνταξιούχων, ἡ ὁποία ἐξακολουθεῖ νὰ εἶναι ἀνεπαρκής. Ἐπίσης ἐκκρεμεῖ τὸ ζήτημα τῶν χηρῶν καὶ ὀρφανῶν, ὅπως καὶ ἡ ταχυτέρα ἀπονομὴ τῶν συντάξεων. Πρέπει ἡ Κυβέρνησις νὰ μελετήσῃ συνολικῶς τὰ αἰτήματα τῶν συνταξιούχων καὶ νὰ προβῇ εἰς τὴν ἀμεσον ἐπίλυσιν αὐτῶν, ὥστε νὰ ἐξασφαλισθῇ ἕνα ἀξιοπρεπὲς ἐπίπεδον διαβιώσεως. Ἡ Ὁμοσπονδία Συνταξιούχων ἔχει ὑποβάλει ὑπόμνημα εἰς τὸ ἁρμόδιον Ὑπουργεῖον, χωρὶς ὅμως μέχρι στιγμῆς νὰ λάβῃ ἀπάντησιν. Κατὰ τὴν προσεχῆ συνεδρίασιν τῆς Ὁμοσπονδίας θὰ συζητηθοῦν τὰ μέτρα τὰ ὁποῖα πρέπει νὰ ληφθοῦν διὰ τὴν προώθησιν τῶν αἰτημάτων. xyxy=(10,49,387,1295)
row-label: 1960 Ολ. Πρόσ. xyxy=(12,211,83,220)
row-label: 1960 ΔΕΗ γ xyxy=(12,351,66,361)
row-value: 7,478 xyxy=(511,806,536,817)
row-value xyxy=(347,382,387,393)
ad-address: ΣΤΑΔΙΟΥ 7 - Β' ΟΡΟΦΟΣ ΤΗΛ. 27.222 xyxy=(708,2112,1037,2130)
fx-row xyxy=(392,763,583,774)
row-value: 4,764 xyxy=(517,950,543,960)
accordion-school-supervision: Ἐποπτεία Ἐθνικοῦ Ὠδείου xyxy=(1297,717,1428,729)
row-value: 50,42 xyxy=(556,982,581,993)
row-value: +2.21 xyxy=(166,372,194,382)
row-label: Βρυξέλλαι xyxy=(394,828,442,839)
row-value xyxy=(347,404,387,415)
loan-row xyxy=(10,448,196,459)
row-value xyxy=(161,459,196,469)
row-value xyxy=(127,254,161,265)
row-value xyxy=(347,350,387,361)
row-value xyxy=(347,328,387,339)
theater-box: Η ΟΡΓΑΝΩΣΙΣ ΤΟΥ «ΘΕΣΠΙΑ ΘΕΑΜΑΤΟΣ» ΤΟ ΠΡΟΣΕΧΕΣ ΘΕΡΟΣ Διὰ τὸ προσεχὲς θέρος προβλέπεται ἡ διοργάνωσις θεατρικῶν παραστάσεων ἀρχαίου δράματος. xyxy=(965,440,1166,531)
intl-gold-title: Ἡ διεθνὴς ἀγορὰ χρυσοῦ xyxy=(416,413,559,428)
conference-box: ΣΥΝΕΔΡΙΟΝ ΤΟΥ ΚΕΝΤΡΟΥ ΔΗΜΟΚΡΑΤΙΚΗΣ ΘΕΣΕΩΣ ΣΥΝΕΡΧΕΤΑΙ ΕΙΣ ΑΘΗΝΑΣ Ἀπὸ 23—27 Σεπτεμβρίου θὰ συνέλθῃ εἰς Ἀθήνας τὸ Συνέδριον τοῦ Κέντρου Δημοκρατικῆς Θεσέως. xyxy=(588,736,770,877)
banknote-row xyxy=(392,950,583,960)
democratic-union-title: Η ΔΗΜΟΚΡΑΤΙΚΗ ΕΝΩΣΙΣ xyxy=(1372,250,1547,266)
notice-subtitle: ΣΧΟΛΗΣ ΚΟΜΜΩΤΩΝ xyxy=(1271,850,1453,870)
row-value xyxy=(127,318,161,329)
row-value xyxy=(313,350,347,361)
row-value: 281 xyxy=(141,437,159,447)
row-value xyxy=(127,329,161,340)
row-value: 3500 xyxy=(290,221,314,231)
